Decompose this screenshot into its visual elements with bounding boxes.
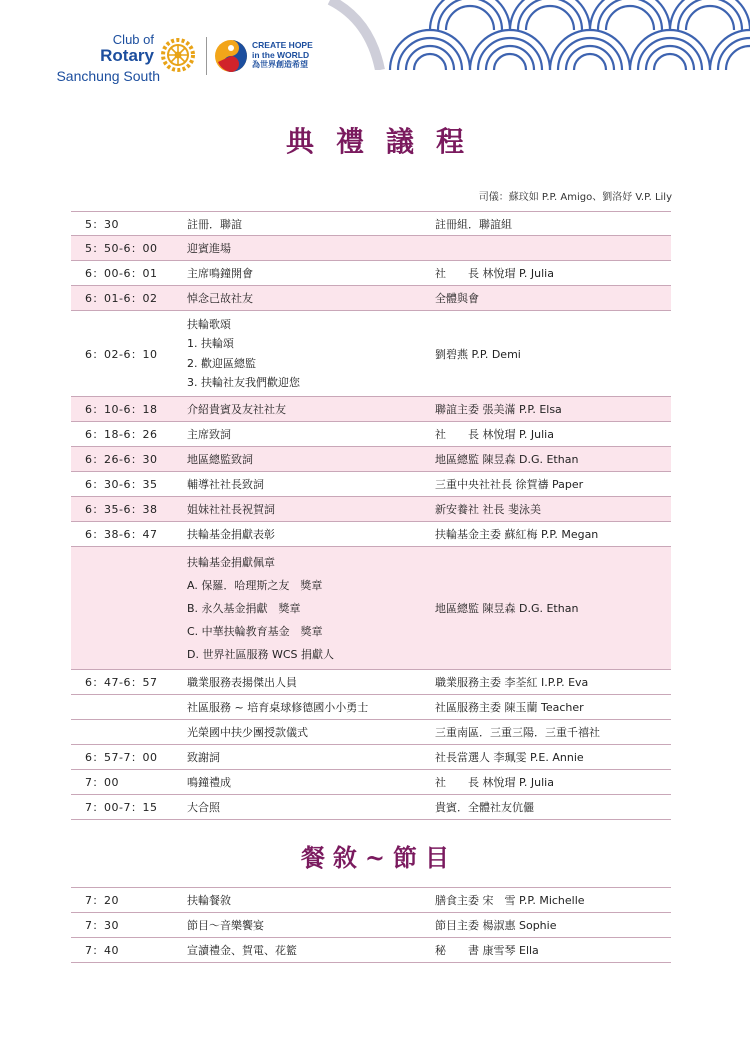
- table-row: [71, 212, 671, 236]
- table-row: [71, 261, 671, 286]
- row-person: [435, 236, 671, 260]
- row-item-title: 扶輪歌頌: [187, 317, 231, 331]
- dinner-title: 餐敘~節目: [300, 843, 458, 872]
- row-time: 6：10-6：18: [85, 403, 158, 416]
- row-sub-item: D. 世界社區服務 WCS 捐獻人: [187, 647, 334, 661]
- table-row: [71, 547, 671, 670]
- row-item-title: 鳴鐘禮成: [187, 776, 231, 789]
- table-row: [71, 695, 671, 720]
- row-item: [181, 695, 435, 719]
- page-title: 典禮議程: [285, 125, 486, 158]
- row-item: [181, 422, 435, 446]
- row-person: 社 長 林悅瑁 P. Julia: [435, 776, 554, 789]
- row-item-title: 註冊．聯誼: [187, 217, 242, 231]
- row-item: [181, 888, 435, 912]
- row-person: 社 長 林悅瑁 P. Julia: [435, 267, 554, 280]
- table-row: [71, 286, 671, 311]
- table-row: [71, 397, 671, 422]
- rotary-text: Rotary: [100, 46, 154, 65]
- row-sub-item: 3. 扶輪社友我們歡迎您: [187, 376, 300, 389]
- row-time: [71, 720, 181, 744]
- table-row: [71, 422, 671, 447]
- row-sub-item: 1. 扶輪頌: [187, 337, 234, 350]
- row-item: [181, 261, 435, 285]
- row-time: 6：18-6：26: [85, 428, 158, 441]
- table-row: [71, 795, 671, 820]
- row-person: 地區總監 陳昱森 D.G. Ethan: [435, 453, 579, 466]
- table-row: [71, 311, 671, 397]
- create-hope-icon: [214, 36, 248, 76]
- table-row: [71, 938, 671, 963]
- row-item: [181, 397, 435, 421]
- row-item: [181, 286, 435, 310]
- row-person: 職業服務主委 李荃紅 I.P.P. Eva: [435, 676, 589, 689]
- row-time: 7：20: [85, 894, 119, 907]
- row-item-title: 迎賓進場: [187, 242, 231, 255]
- row-person: 全體與會: [435, 292, 479, 305]
- row-person: 三重中央社社長 徐賀禱 Paper: [435, 478, 584, 491]
- row-item: [181, 236, 435, 260]
- table-row: [71, 236, 671, 261]
- row-item: [181, 212, 435, 235]
- row-item: [181, 670, 435, 694]
- row-person: 註冊組．聯誼組: [435, 217, 512, 231]
- row-item-title: 扶輪基金捐獻佩章: [187, 555, 275, 569]
- row-item-title: 職業服務表揚傑出人員: [187, 676, 297, 689]
- row-person: 秘 書 康雪琴 Ella: [435, 944, 539, 957]
- row-item: [181, 311, 435, 396]
- row-sub-item: 2. 歡迎區總監: [187, 356, 256, 370]
- row-item: [181, 497, 435, 521]
- row-time: 7：00: [85, 776, 119, 789]
- row-time: 7：40: [85, 944, 119, 957]
- row-item-title: 介紹貴賓及友社社友: [187, 403, 286, 416]
- row-time: 6：57-7：00: [85, 751, 158, 764]
- row-time: 6：30-6：35: [85, 478, 158, 491]
- table-row: [71, 522, 671, 547]
- row-time: 7：30: [85, 919, 119, 932]
- row-time: 6：26-6：30: [85, 453, 158, 466]
- row-item: [181, 938, 435, 962]
- row-sub-item: B. 永久基金捐獻 獎章: [187, 601, 301, 615]
- row-item-title: 扶輪基金捐獻表彰: [187, 528, 275, 541]
- club-logo: [48, 30, 218, 90]
- table-row: [71, 888, 671, 913]
- row-person: 三重南區．三重三陽．三重千禧社: [435, 726, 600, 739]
- row-person: 新安養社 社長 斐泳美: [435, 503, 541, 516]
- row-item: [181, 913, 435, 937]
- logo-divider: [206, 37, 207, 75]
- row-person: 社 長 林悅瑁 P. Julia: [435, 428, 554, 441]
- row-time: [71, 547, 181, 669]
- row-time: 6：35-6：38: [85, 503, 158, 516]
- row-item: [181, 770, 435, 794]
- row-item-title: 輔導社社長致詞: [187, 478, 264, 491]
- row-item-title: 主席鳴鐘開會: [187, 267, 253, 280]
- row-time: 5：30: [85, 217, 119, 231]
- row-item-title: 社區服務 ~ 培育桌球修德國小小勇士: [187, 701, 369, 714]
- row-person: 聯誼主委 張美滿 P.P. Elsa: [435, 403, 562, 416]
- wave-decoration: [300, 0, 750, 70]
- row-item-title: 致謝詞: [187, 751, 220, 764]
- row-item-title: 姐妹社社長祝賀詞: [187, 503, 275, 516]
- row-time: 6：01-6：02: [85, 292, 158, 305]
- table-row: [71, 447, 671, 472]
- row-item: [181, 547, 435, 669]
- row-person: 貴賓．全體社友伉儷: [435, 801, 534, 814]
- row-item-title: 悼念己故社友: [187, 292, 253, 305]
- row-item: [181, 745, 435, 769]
- row-sub-item: A. 保羅．哈理斯之友 獎章: [187, 578, 323, 592]
- row-item-title: 光榮國中扶少團授款儀式: [187, 726, 308, 739]
- row-person: 劉碧燕 P.P. Demi: [435, 347, 521, 361]
- table-row: [71, 745, 671, 770]
- hope-line1: CREATE HOPE: [252, 40, 313, 50]
- hope-line2: in the WORLD: [252, 50, 310, 60]
- row-item: [181, 472, 435, 496]
- row-time: 6：47-6：57: [85, 676, 158, 689]
- row-item-title: 主席致詞: [187, 428, 231, 441]
- row-person: 社長當選人 李珮雯 P.E. Annie: [435, 751, 584, 764]
- table-row: [71, 770, 671, 795]
- club-of-text: Club of: [112, 32, 154, 47]
- row-person: 地區總監 陳昱森 D.G. Ethan: [435, 602, 579, 615]
- row-person: 節目主委 楊淑惠 Sophie: [435, 919, 557, 932]
- row-time: 5：50-6：00: [85, 242, 158, 255]
- row-time: 6：38-6：47: [85, 528, 158, 541]
- header: [0, 0, 750, 100]
- row-person: 膳食主委 宋 雪 P.P. Michelle: [435, 894, 585, 907]
- row-item-title: 節目～音樂饗宴: [187, 919, 264, 932]
- table-row: [71, 670, 671, 695]
- hope-line3: 為世界創造希望: [252, 60, 308, 69]
- table-row: [71, 472, 671, 497]
- host-line: 司儀：蘇玟如 P.P. Amigo、劉洛妤 V.P. Lily: [478, 192, 672, 203]
- row-item: [181, 720, 435, 744]
- row-time: 7：00-7：15: [85, 801, 158, 814]
- row-person: 社區服務主委 陳玉蘭 Teacher: [435, 701, 584, 714]
- row-item-title: 大合照: [187, 801, 220, 814]
- row-time: 6：02-6：10: [85, 347, 158, 361]
- schedule-table: [71, 211, 671, 820]
- sanchung-south-text: Sanchung South: [56, 68, 160, 84]
- table-row: [71, 497, 671, 522]
- table-row: [71, 720, 671, 745]
- row-item: [181, 522, 435, 546]
- row-item: [181, 447, 435, 471]
- row-sub-item: C. 中華扶輪教育基金 獎章: [187, 624, 323, 638]
- row-time: [71, 695, 181, 719]
- row-person: 扶輪基金主委 蘇紅梅 P.P. Megan: [435, 528, 599, 541]
- row-item-title: 地區總監致詞: [187, 453, 253, 466]
- rotary-wheel-icon: [161, 38, 195, 72]
- row-item-title: 扶輪餐敘: [187, 894, 231, 907]
- row-item: [181, 795, 435, 819]
- row-item-title: 宣讀禮金、賀電、花籃: [187, 944, 297, 957]
- dinner-table: [71, 887, 671, 963]
- table-row: [71, 913, 671, 938]
- row-time: 6：00-6：01: [85, 267, 158, 280]
